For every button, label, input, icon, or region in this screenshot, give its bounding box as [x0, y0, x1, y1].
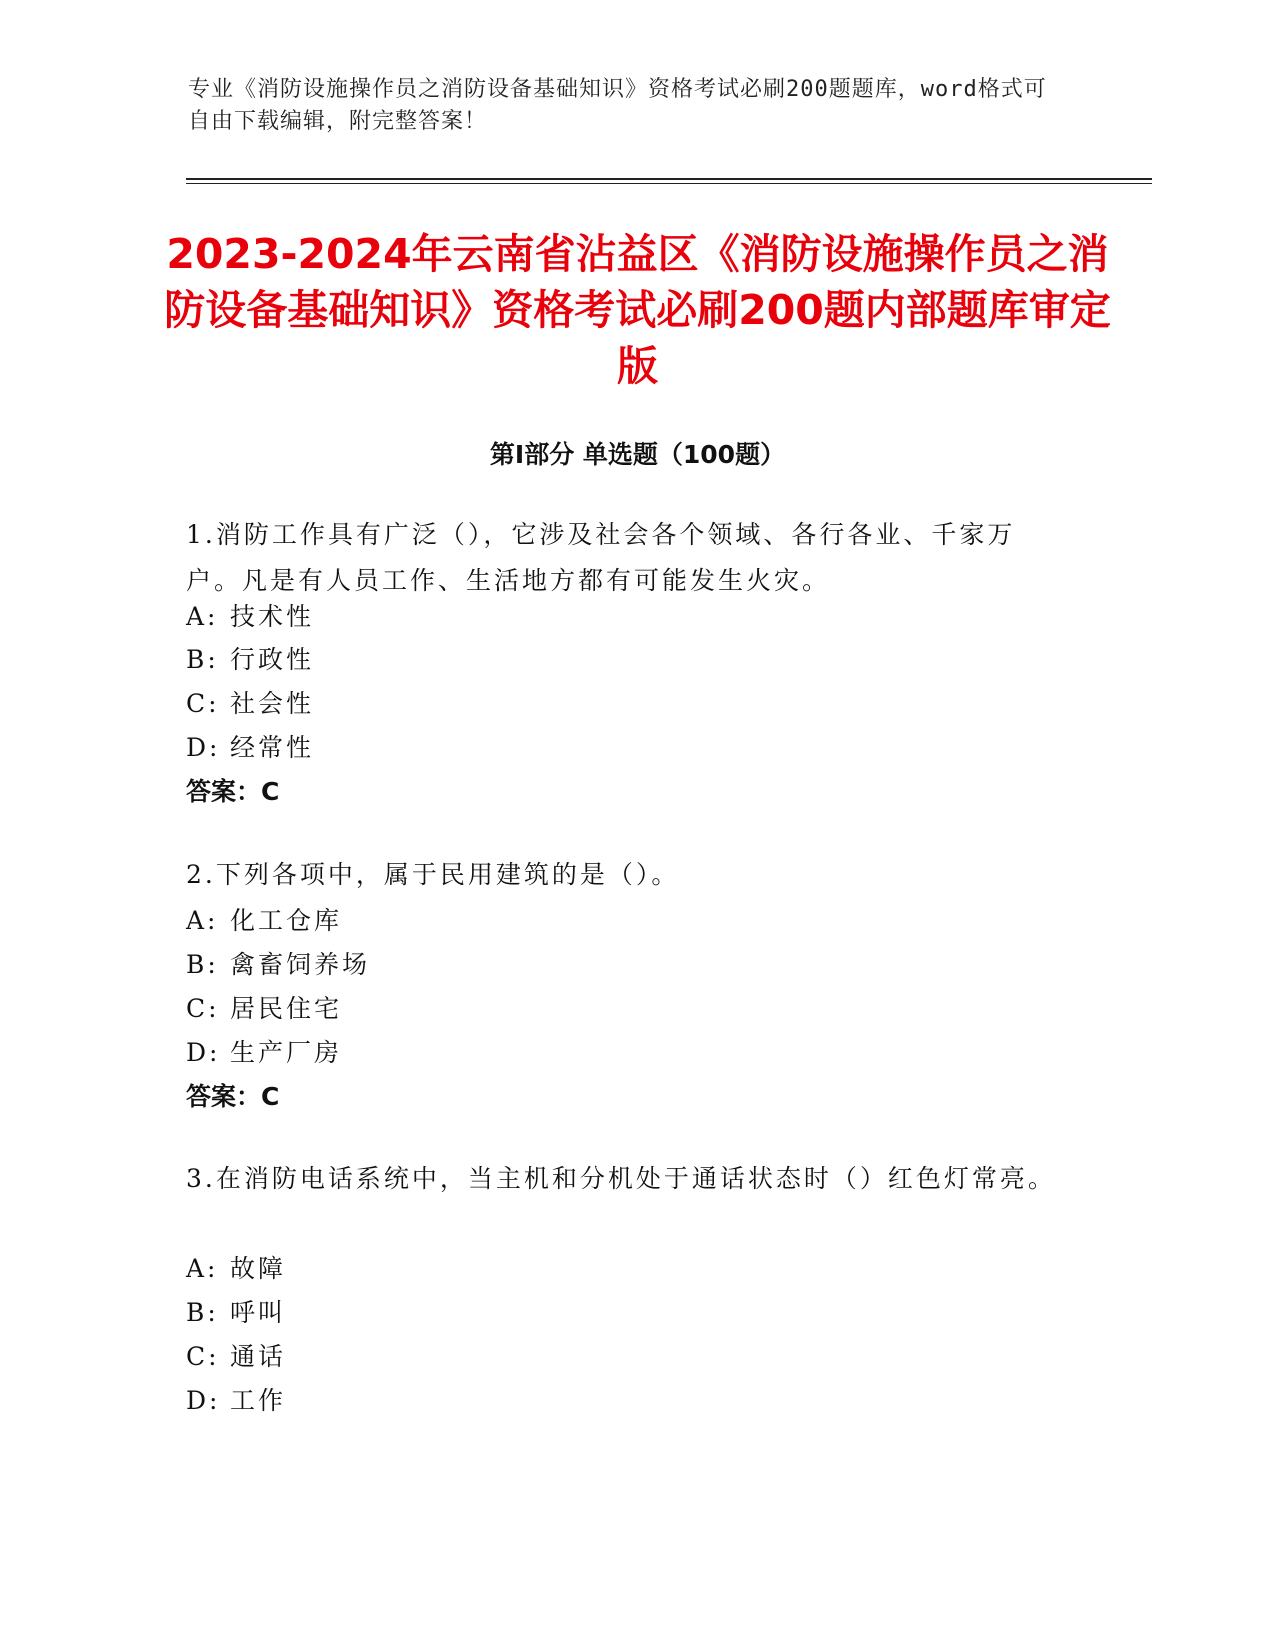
question-option: [186, 992, 342, 1026]
question-option: [186, 1036, 342, 1070]
option-key: A:: [186, 602, 219, 631]
option-key: A:: [186, 1254, 219, 1283]
question-answer: 答案：C: [186, 1082, 280, 1111]
option-text: 技术性: [230, 602, 315, 631]
header-divider-thin: [186, 183, 1152, 184]
question-stem: 2.下列各项中，属于民用建筑的是（）。: [186, 860, 680, 889]
question-option: [186, 1296, 286, 1330]
section-title: 第Ⅰ部分 单选题（100题）: [489, 440, 786, 469]
option-text: 经常性: [230, 733, 315, 762]
option-key: B:: [186, 950, 219, 979]
question-option: [186, 687, 314, 721]
option-key: B:: [186, 1298, 219, 1327]
option-key: C:: [186, 1342, 220, 1371]
question-option: [186, 948, 370, 982]
option-key: C:: [186, 689, 220, 718]
question-answer: 答案：C: [186, 777, 280, 806]
header-divider-thick: [186, 178, 1152, 180]
option-key: D:: [186, 1386, 221, 1415]
question-option: [186, 1340, 286, 1374]
option-key: A:: [186, 906, 219, 935]
option-text: 故障: [230, 1254, 287, 1283]
option-text: 通话: [230, 1342, 287, 1371]
option-key: B:: [186, 645, 219, 674]
option-text: 工作: [230, 1386, 287, 1415]
document-title: 2023-2024年云南省沾益区《消防设施操作员之消防设备基础知识》资格考试必刷200题内部题库审定版: [164, 230, 1111, 390]
option-key: D:: [186, 733, 221, 762]
header-note: 专业《消防设施操作员之消防设备基础知识》资格考试必刷200题题库，word格式可自由下载编辑，附完整答案！: [188, 77, 1047, 134]
option-text: 禽畜饲养场: [230, 950, 371, 979]
question-stem: 3.在消防电话系统中，当主机和分机处于通话状态时（）红色灯常亮。: [186, 1164, 1056, 1193]
option-key: D:: [186, 1038, 221, 1067]
option-text: 呼叫: [230, 1298, 287, 1327]
option-text: 行政性: [230, 645, 315, 674]
option-text: 生产厂房: [230, 1038, 343, 1067]
option-text: 社会性: [230, 689, 315, 718]
question-stem: 1.消防工作具有广泛（），它涉及社会各个领域、各行各业、千家万户。凡是有人员工作、生活地方都有可能发生火灾。: [186, 520, 1016, 595]
question-option: [186, 1252, 286, 1286]
option-text: 化工仓库: [230, 906, 343, 935]
option-key: C:: [186, 994, 220, 1023]
question-option: [186, 1384, 286, 1418]
question-option: [186, 600, 314, 634]
question-option: [186, 904, 342, 938]
option-text: 居民住宅: [230, 994, 343, 1023]
question-option: [186, 731, 314, 765]
question-option: [186, 643, 314, 677]
